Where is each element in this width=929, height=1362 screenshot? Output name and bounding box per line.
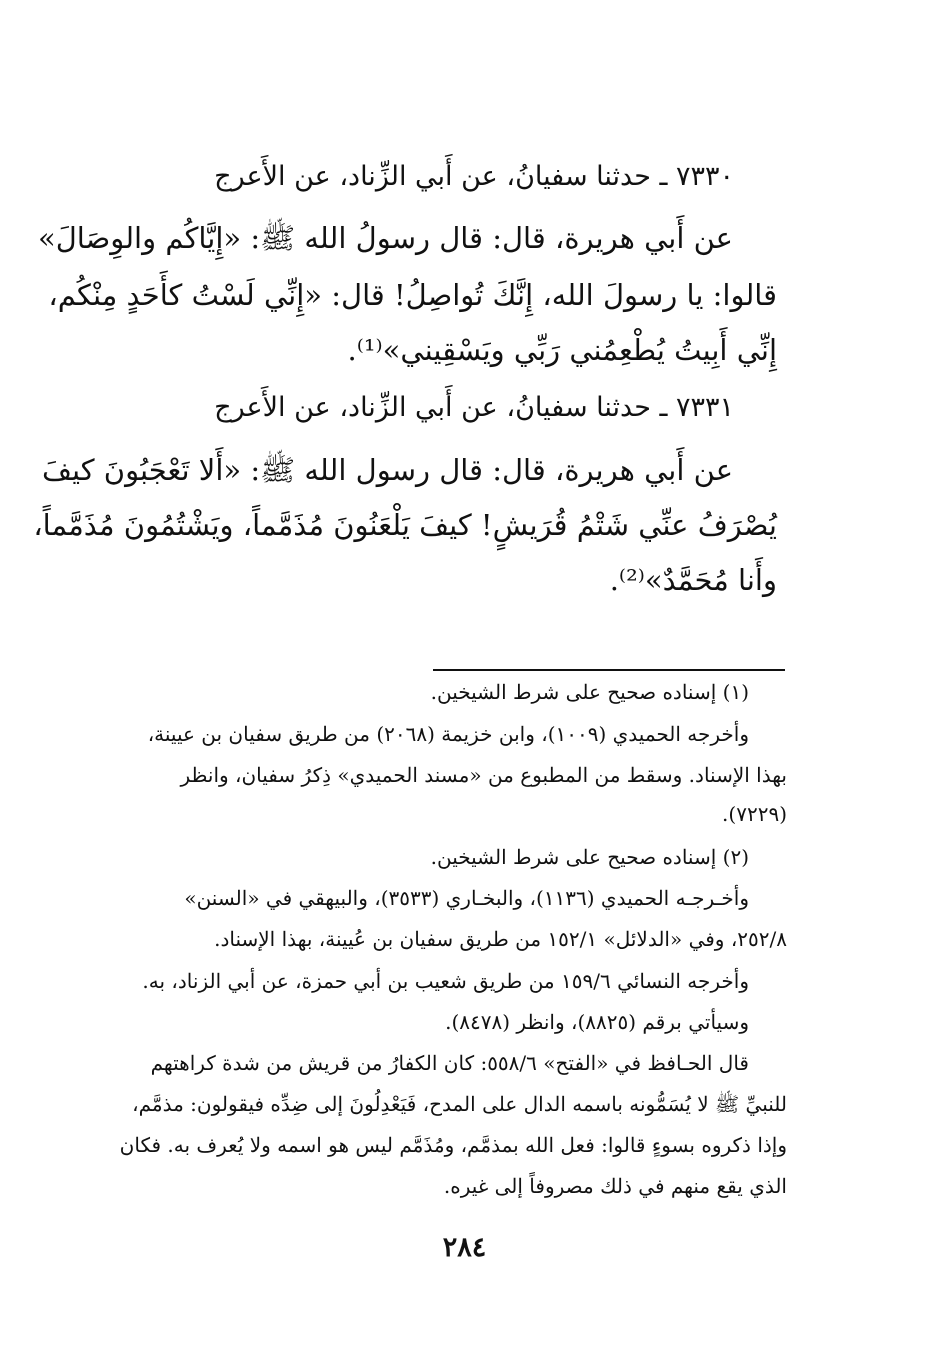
hadith-7331-line-2: يُصْرَفُ عنِّي شَتْمُ قُرَيشٍ! كيفَ يَلْعَنُونَ مُذَمَّماً، ويَشْتُمُونَ مُذَمَّماً،	[33, 508, 777, 542]
footnote-2-line-8: الذي يقع منهم في ذلك مصروفاً إلى غيره.	[443, 1174, 787, 1198]
footnote-2-line-7: وإذا ذكروه بسوءٍ قالوا: فعل الله بمذمَّم، ومُذَمَّم ليس هو اسمه ولا يُعرف به. فكان	[119, 1133, 787, 1157]
footnote-1-line-2: بهذا الإسناد. وسقط من المطبوع من «مسند الحميدي» ذِكرُ سفيان، وانظر	[180, 763, 787, 787]
footnote-2-grade: (٢) إسناده صحيح على شرط الشيخين.	[430, 845, 749, 869]
hadith-7331-line-1: عن أَبي هريرة، قال: قال رسول الله ﷺ: «أَلا تَعْجَبُونَ كيفَ	[41, 453, 733, 487]
hadith-7331-line-3: وأَنا مُحَمَّدٌ»⁽²⁾.	[609, 563, 777, 597]
page-number: ٢٨٤	[442, 1232, 487, 1263]
footnote-2-line-6: للنبيِّ ﷺ لا يُسَمُّونه باسمه الدال على المدح، فَيَعْدِلُونَ إلى ضِدِّه فيقولون: مذمَّم،	[132, 1092, 787, 1116]
hadith-7330-isnad: ٧٣٣٠ ـ حدثنا سفيانُ، عن أَبي الزِّناد، عن الأَعرج	[214, 161, 734, 192]
footnote-2-line-2: ٢٥٢/٨، وفي «الدلائل» ١٥٢/١ من طريق سفيان بن عُيينة، بهذا الإسناد.	[214, 927, 787, 951]
hadith-7330-line-1: عن أَبي هريرة، قال: قال رسولُ الله ﷺ: «إِيَّاكُم والوِصَالَ»	[37, 221, 733, 255]
footnote-2-line-4: وسيأتي برقم (٨٨٢٥)، وانظر (٨٤٧٨).	[445, 1010, 749, 1034]
footnote-1-grade: (١) إسناده صحيح على شرط الشيخين.	[430, 680, 749, 704]
footnote-divider	[433, 669, 785, 671]
footnote-1-line-1: وأخرجه الحميدي (١٠٠٩)، وابن خزيمة (٢٠٦٨) من طريق سفيان بن عيينة،	[147, 722, 749, 746]
hadith-7330-line-2: قالوا: يا رسولَ الله، إِنَّكَ تُواصِلُ! قال: «إِنِّي لَسْتُ كأَحَدٍ مِنْكُم،	[48, 278, 777, 312]
footnote-2-line-3: وأخرجه النسائي ١٥٩/٦ من طريق شعيب بن أبي حمزة، عن أبي الزناد، به.	[142, 969, 749, 993]
hadith-7330-line-3: إِنِّي أَبِيتُ يُطْعِمُني رَبِّي ويَسْقِيني»⁽¹⁾.	[347, 333, 777, 367]
footnote-2-line-1: وأخـرجـه الحميدي (١١٣٦)، والبخـاري (٣٥٣٣)، والبيهقي في «السنن»	[184, 886, 749, 910]
hadith-7331-isnad: ٧٣٣١ ـ حدثنا سفيانُ، عن أَبي الزِّناد، عن الأَعرج	[214, 392, 734, 423]
footnote-1-line-3: (٧٢٢٩).	[722, 802, 787, 826]
footnote-2-line-5: قال الحـافظ في «الفتح» ٥٥٨/٦: كان الكفارُ من قريش من شدة كراهتهم	[150, 1051, 749, 1075]
